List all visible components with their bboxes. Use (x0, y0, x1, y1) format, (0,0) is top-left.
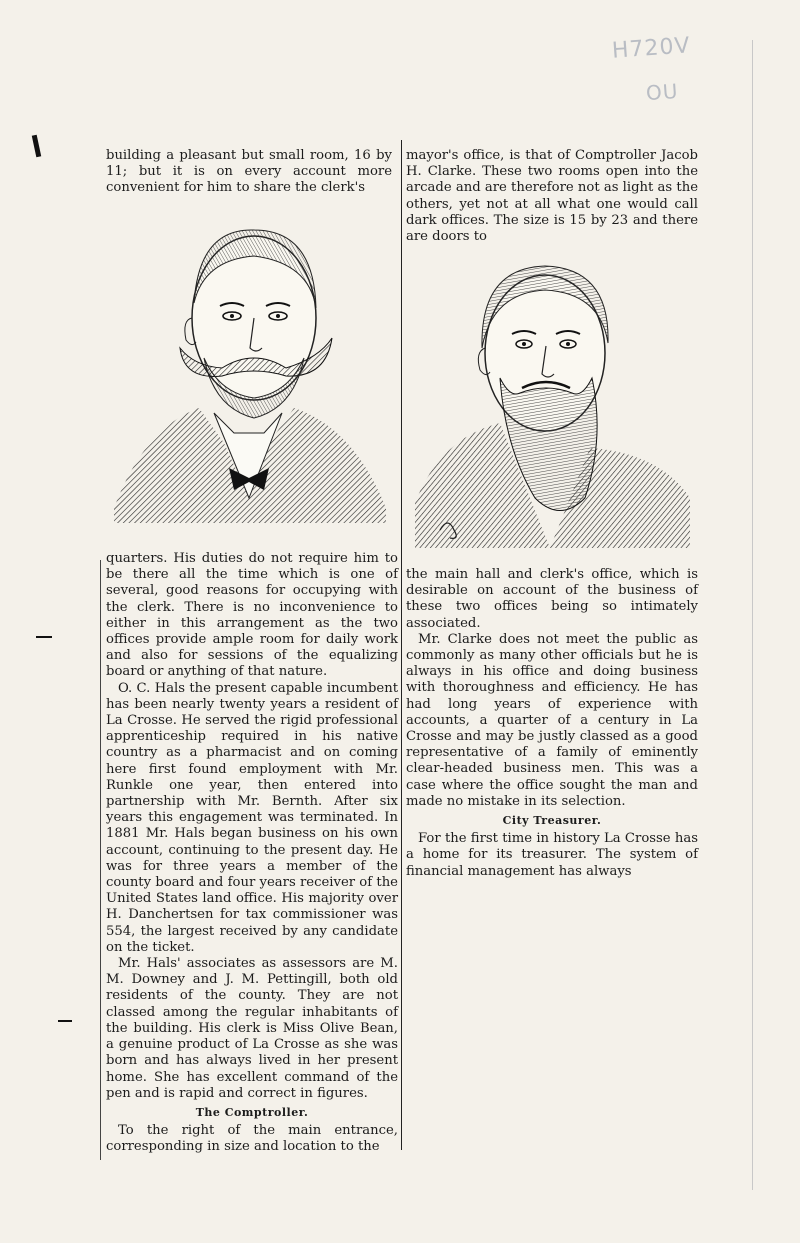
right-paragraph-2: Mr. Clarke does not meet the public as commonly as many other officials but he is always in his office and doing business with thoroughness and efficiency. He has had long years of experience with accounts, a quarter of a century in La Crosse and may be justly classed as a good representative of a family of eminently clear-headed business men. This was a case where the office sought the man and made no mistake in its selection. (406, 631, 698, 809)
margin-mark (36, 636, 52, 638)
pencil-note-bottom: OU (645, 78, 680, 106)
right-column-body (406, 567, 698, 880)
left-paragraph-1: quarters. His duties do not require him to be there all the time which is one of several, good reasons for occupying with the clerk. There is no inconvenience to either in this arrangement as the two offices provide ample room for daily work and also for sessions of the equalizing board or anything of that nature. (106, 551, 398, 680)
section-heading-city-treasurer: City Treasurer. (502, 814, 602, 828)
left-paragraph-3: Mr. Hals' associates as assessors are M. M. Downey and J. M. Pettingill, both old residents of the county. They are not classed among the regular inhabitants of the building. His clerk is Miss Olive Bean, a genuine product of La Crosse as she was born and has always lived in her present home. She has excellent command of the pen and is rapid and correct in figures. (106, 956, 398, 1101)
margin-mark (58, 1020, 72, 1022)
margin-mark (32, 135, 41, 158)
portrait-o-c-hals (104, 208, 394, 548)
left-column-body (106, 551, 398, 1156)
right-top-text: mayor's office, is that of Comptroller Jacob H. Clarke. These two rooms open into the arcade and are therefore not as light as the others, yet not at all what one would call dark offices. The size is 15 by 23 and there are doors to (406, 148, 698, 245)
page-edge (752, 40, 753, 1190)
right-column-top (406, 148, 698, 245)
column-rule-left (100, 560, 101, 1160)
column-rule (401, 140, 402, 1150)
left-paragraph-4: To the right of the main entrance, corresponding in size and location to the (106, 1123, 398, 1155)
portrait-jacob-h-clarke (410, 248, 696, 558)
left-paragraph-2: O. C. Hals the present capable incumbent has been nearly twenty years a resident of La Crosse. He served the rigid professional apprenticeship required in his native country as a pharmacist and on coming here first found employment with Mr. Runkle one year, then entered into partnership with Mr. Bernth. After six years this engagement was terminated. In 1881 Mr. Hals began business on his own account, continuing to the present day. He was for three years a member of the county board and four years receiver of the United States land office. His majority over H. Danchertsen for tax commissioner was 554, the largest received by any candidate on the ticket. (106, 680, 398, 955)
right-paragraph-3: For the first time in history La Crosse has a home for its treasurer. The system of financial management has always (406, 831, 698, 879)
section-heading-comptroller: The Comptroller. (195, 1105, 309, 1119)
left-column-top (106, 148, 392, 197)
pencil-note-top: H720V (611, 33, 692, 64)
left-top-text: building a pleasant but small room, 16 by 11; but it is on every account more convenient for him to share the clerk's (106, 148, 392, 196)
right-paragraph-1: the main hall and clerk's office, which is desirable on account of the business of these two offices being so intimately associated. (406, 567, 698, 631)
